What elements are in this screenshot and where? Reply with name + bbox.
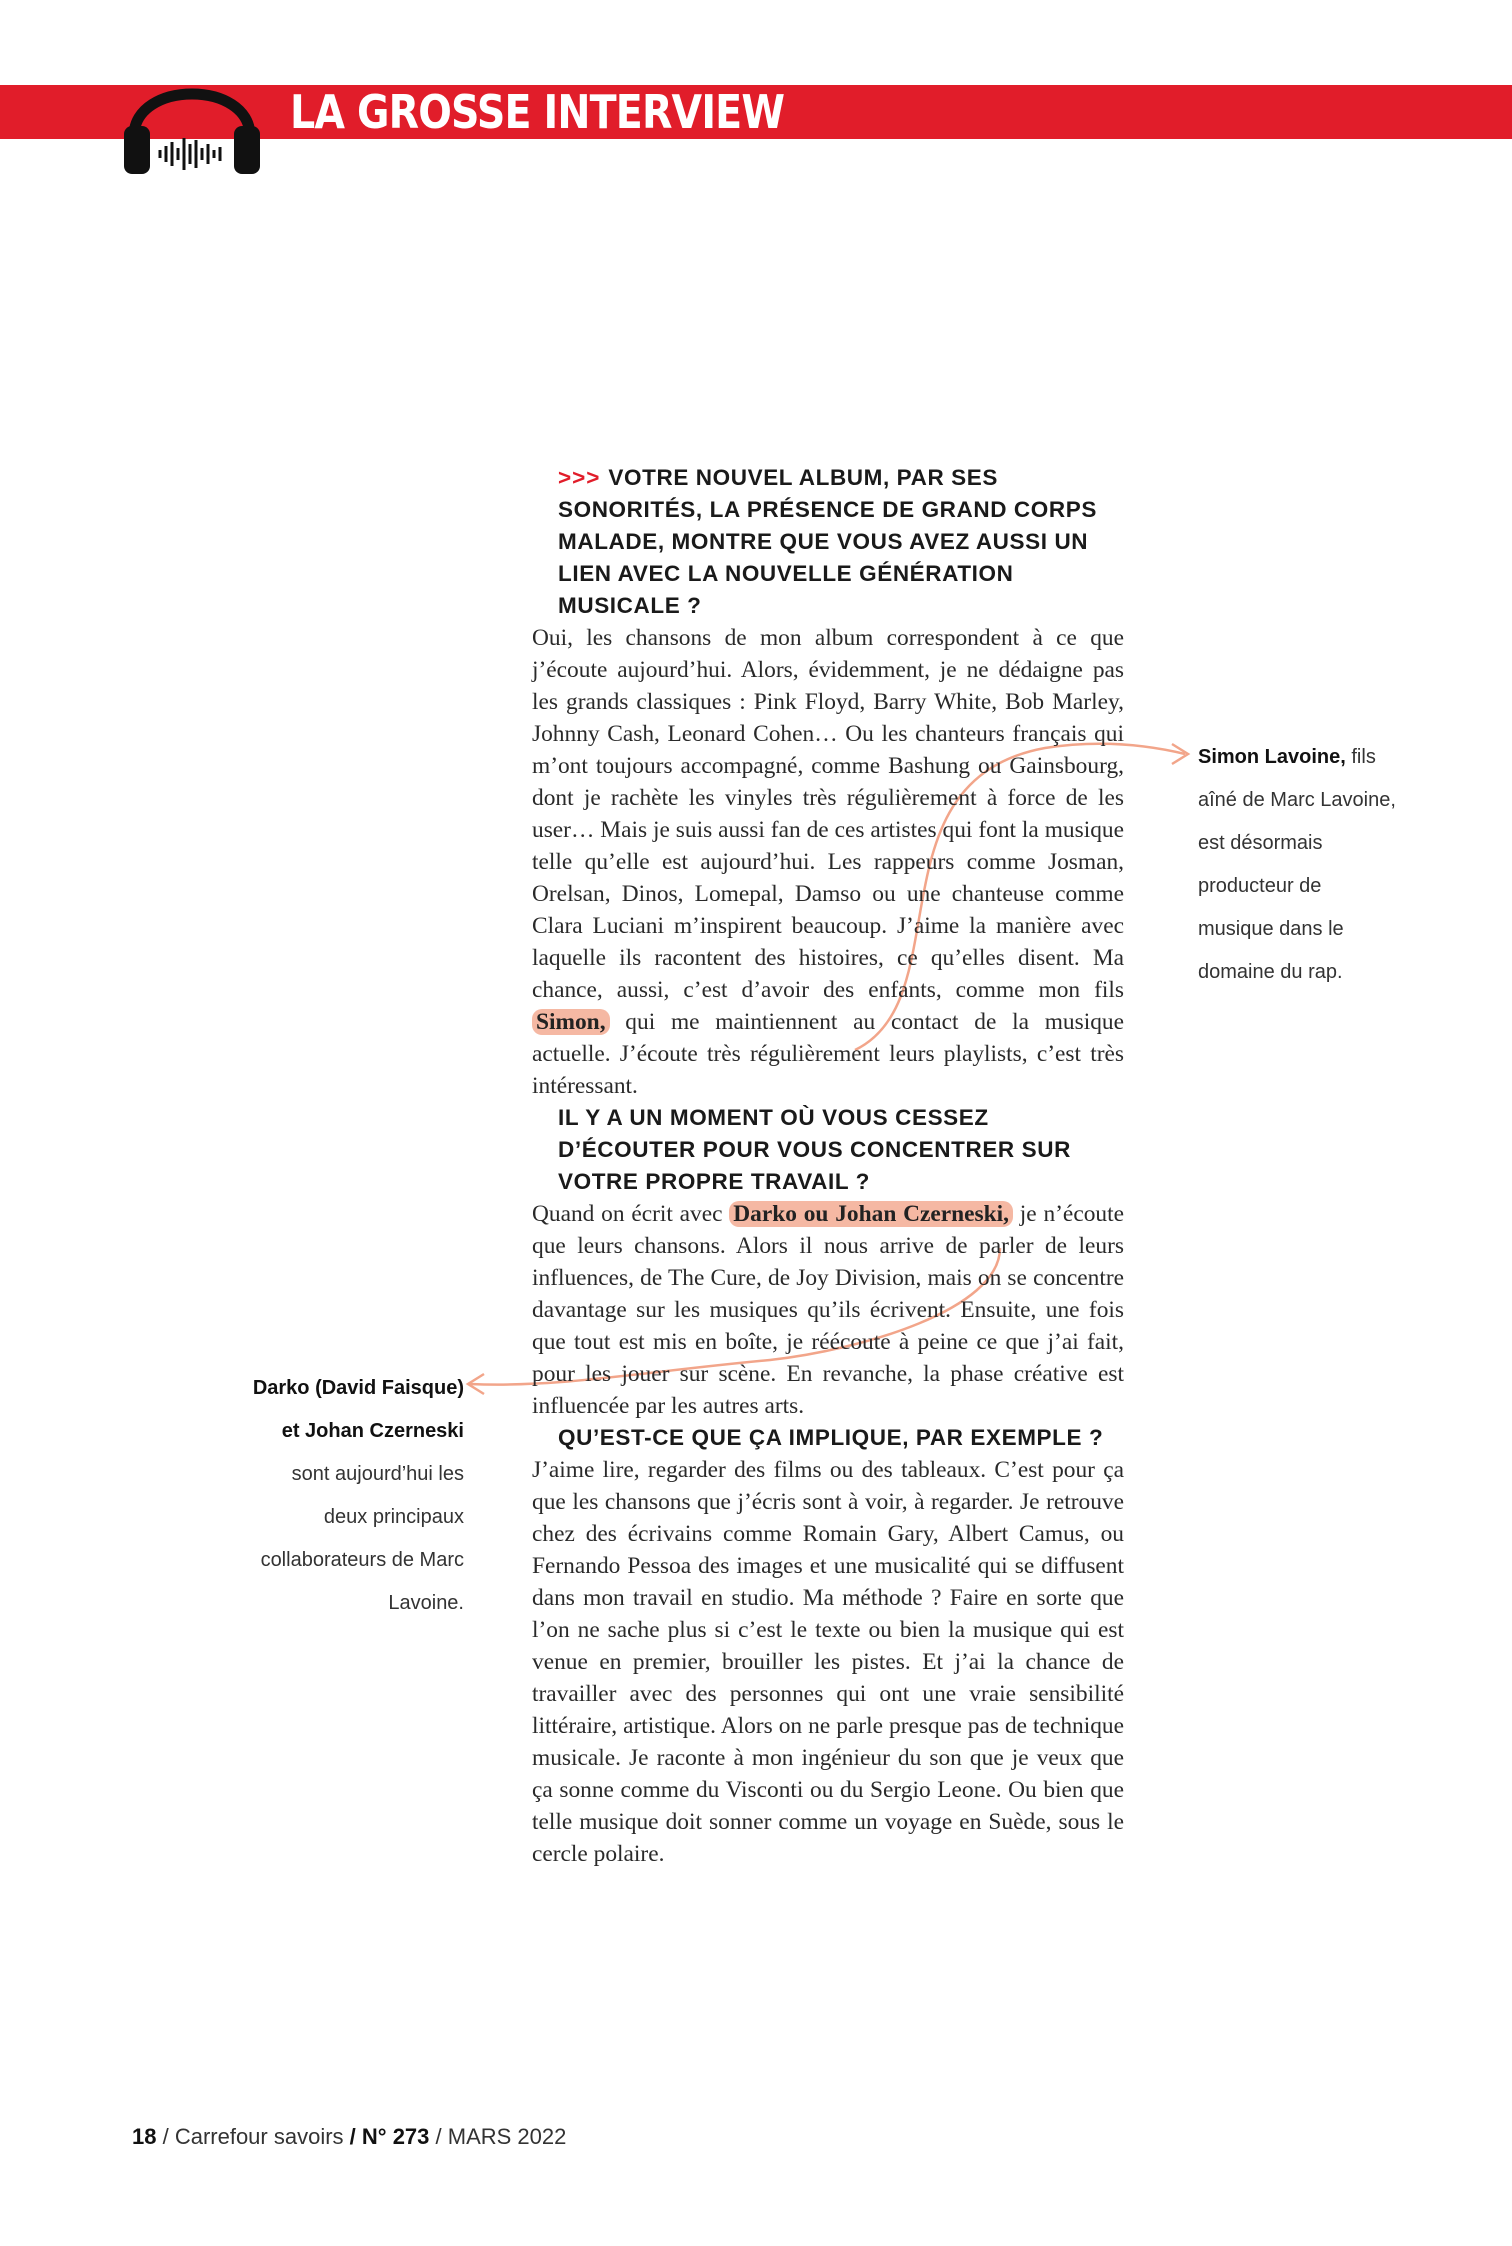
sidenote-simon-text: fils aîné de Marc Lavoine, est désormais producteur de musique dans le domaine du rap. [1198, 746, 1396, 983]
answer-2-text-b: je n’écoute que leurs chansons. Alors il nous arrive de parler de leurs influences, de The Cure, de Joy Division, mais on se concentre davantage sur les musiques qu’ils écrivent. Ensuite, une fois que tout est mis en boîte, je réécoute à peine ce que j’ai fait, pour les jouer sur scène. En revanche, la phase créative est influencée par les autres arts. [532, 1201, 1124, 1419]
section-title: LA GROSSE INTERVIEW [290, 85, 785, 139]
issue-date: MARS 2022 [447, 2124, 567, 2149]
answer-2-text-a: Quand on écrit avec [532, 1201, 730, 1227]
answer-1 [532, 622, 1124, 1102]
sidenote-darko-name: Darko (David Faisque) et Johan Czerneski [252, 1377, 464, 1442]
question-1-text: VOTRE NOUVEL ALBUM, PAR SES SONORITÉS, LA PRÉSENCE DE GRAND CORPS MALADE, MONTRE QUE VOUS AVEZ AUSSI UN LIEN AVEC LA NOUVELLE GÉNÉRATION MUSICALE ? [558, 465, 1097, 618]
highlight-simon: Simon, [532, 1009, 610, 1035]
magazine-name: Carrefour savoirs [174, 2124, 344, 2149]
issue-number: N° 273 [361, 2124, 430, 2149]
sidenote-simon-name: Simon Lavoine, [1198, 746, 1346, 768]
footer-separator: / [156, 2124, 175, 2149]
footer-separator: / [343, 2124, 362, 2149]
page-footer [132, 2124, 566, 2150]
answer-1-text-a: Oui, les chansons de mon album correspondent à ce que j’écoute aujourd’hui. Alors, évidemment, je ne dédaigne pas les grands classiques : Pink Floyd, Barry White, Bob Marley, Johnny Cash, Leonard Cohen… Ou les chanteurs français qui m’ont toujours accompagné, comme Bashung ou Gainsbourg, dont je rachète les vinyles très régulièrement à force de les user… Mais je suis aussi fan de ces artistes qui font la musique telle qu’elle est aujourd’hui. Les rappeurs comme Josman, Orelsan, Dinos, Lomepal, Damso ou une chanteuse comme Clara Luciani m’inspirent beaucoup. J’aime la manière avec laquelle ils racontent des histoires, ce qu’elles disent. Ma chance, aussi, c’est d’avoir des enfants, comme mon fils [532, 625, 1124, 1003]
sidenote-darko-text: sont aujourd’hui les deux principaux collaborateurs de Marc Lavoine. [260, 1463, 464, 1614]
chevron-marker: >>> [558, 465, 601, 490]
answer-3: J’aime lire, regarder des films ou des tableaux. C’est pour ça que les chansons que j’écris sont à voir, à regarder. Je retrouve chez des écrivains comme Romain Gary, Albert Camus, ou Fernando Pessoa des images et une musicalité qui se diffusent dans mon travail en studio. Ma méthode ? Faire en sorte que l’on ne sache plus si c’est le texte ou bien la musique qui est venue en premier, brouiller les pistes. Et j’ai la chance de travailler avec des personnes qui ont une vraie sensibilité littéraire, artistique. Alors on ne parle presque pas de technique musicale. Je raconte à mon ingénieur du son que je veux que ça sonne comme du Visconti ou du Sergio Leone. Ou bien que telle musique doit sonner comme un voyage en Suède, sous le cercle polaire. [532, 1457, 1124, 1867]
sidenote-simon [1198, 736, 1398, 994]
page-number: 18 [132, 2124, 157, 2149]
question-3: QU’EST-CE QUE ÇA IMPLIQUE, PAR EXEMPLE ? [558, 1425, 1104, 1450]
highlight-darko-johan: Darko ou Johan Czerneski, [729, 1201, 1013, 1227]
footer-separator: / [429, 2124, 448, 2149]
sidenote-darko [250, 1367, 464, 1625]
question-1 [532, 462, 1124, 622]
answer-1-text-b: qui me maintiennent au contact de la musique actuelle. J’écoute très régulièrement leurs playlists, c’est très intéressant. [532, 1009, 1124, 1099]
answer-2 [532, 1198, 1124, 1422]
interview-article [532, 462, 1124, 1870]
question-2: IL Y A UN MOMENT OÙ VOUS CESSEZ D’ÉCOUTER POUR VOUS CONCENTRER SUR VOTRE PROPRE TRAVAIL ? [558, 1105, 1071, 1194]
headphones-icon [122, 58, 262, 178]
